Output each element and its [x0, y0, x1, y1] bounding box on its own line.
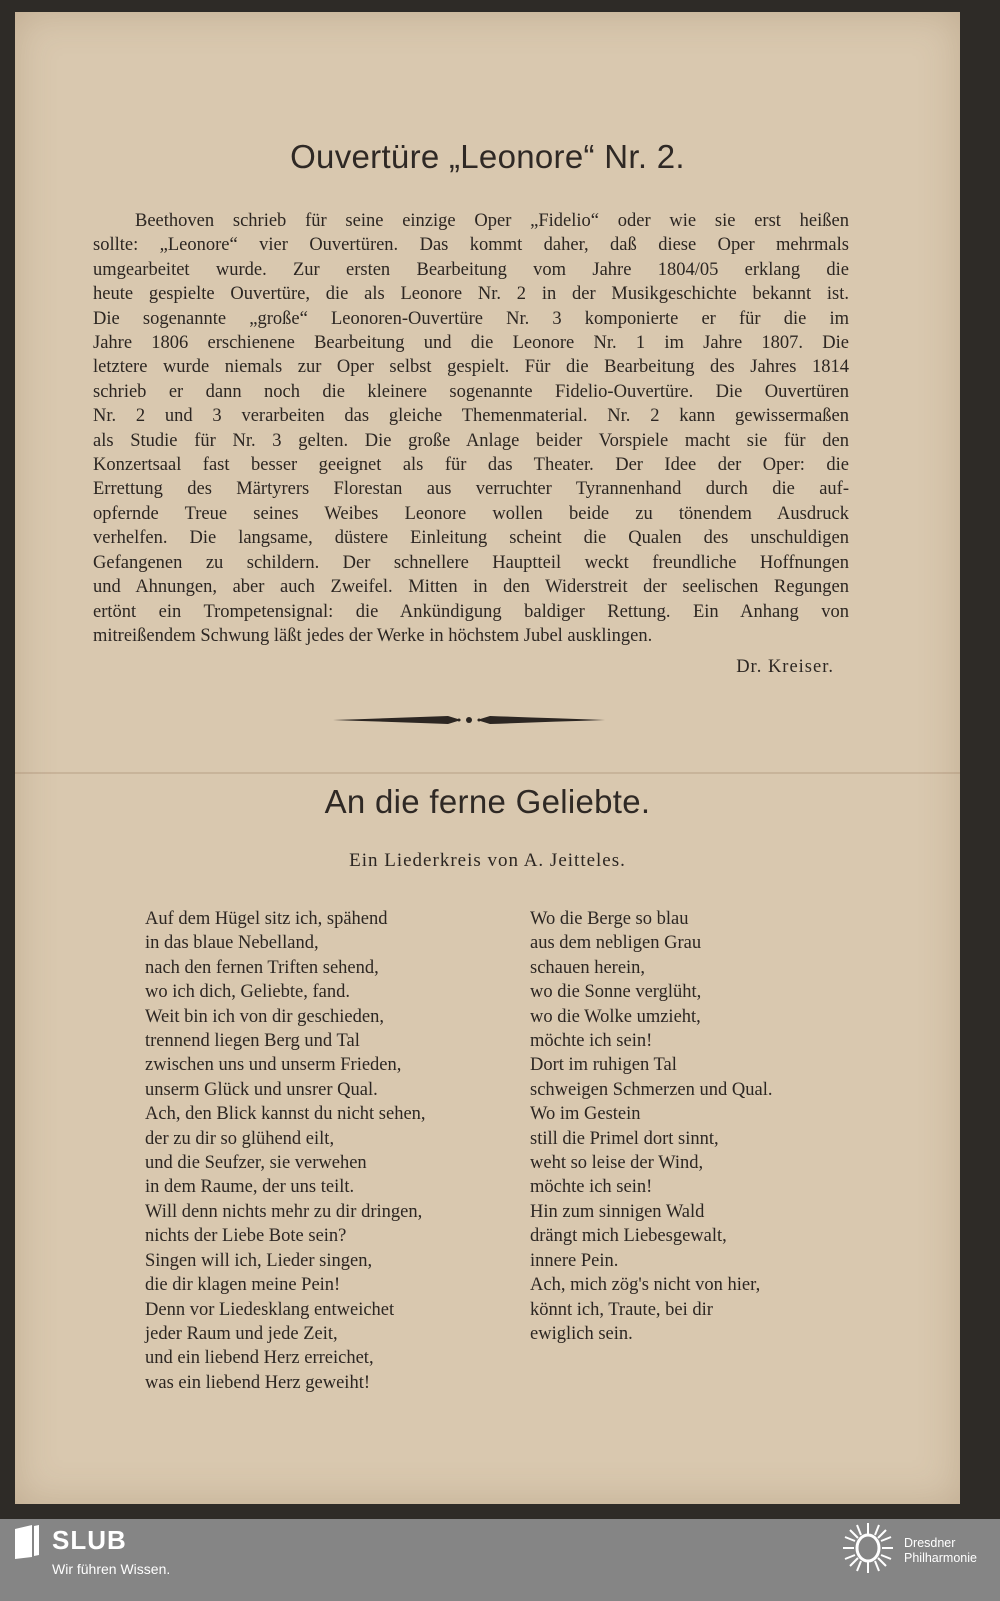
- text-line: ertönt ein Trompetensignal: die Ankündigung baldiger Rettung. Ein Anhang von: [93, 601, 849, 622]
- text-line: nach den fernen Triften sehend,: [145, 957, 379, 978]
- text-line: Nr. 2 und 3 verarbeiten das gleiche Themenmaterial. Nr. 2 kann gewissermaßen: [93, 406, 849, 427]
- text-line: Die sogenannte „große“ Leonoren-Ouvertüre Nr. 3 komponierte er für die im: [93, 308, 849, 329]
- song-subtitle: Ein Liederkreis von A. Jeitteles.: [349, 850, 626, 871]
- text-line: Hin zum sinnigen Wald: [530, 1201, 705, 1222]
- song-title: An die ferne Geliebte.: [324, 783, 651, 820]
- text-line: wo ich dich, Geliebte, fand.: [145, 982, 350, 1003]
- text-line: Ach, mich zög's nicht von hier,: [530, 1275, 761, 1296]
- poem-right-column: [530, 907, 772, 1346]
- overture-title: Ouvertüre „Leonore“ Nr. 2.: [290, 138, 685, 175]
- text-line: könnt ich, Traute, bei dir: [530, 1299, 713, 1320]
- text-line: sollte: „Leonore“ vier Ouvertüren. Das kommt daher, daß diese Oper mehrmals: [93, 235, 849, 256]
- text-line: Jahre 1806 erschienene Bearbeitung und die Leonore Nr. 1 im Jahre 1807. Die: [93, 333, 849, 354]
- text-line: Auf dem Hügel sitz ich, spähend: [145, 909, 388, 929]
- text-line: opfernde Treue seines Weibes Leonore wollen beide zu tönendem Ausdruck: [93, 503, 849, 524]
- text-line: ewiglich sein.: [530, 1323, 633, 1344]
- text-line: Singen will ich, Lieder singen,: [145, 1250, 373, 1271]
- text-line: zwischen uns und unserm Frieden,: [145, 1055, 402, 1076]
- text-line: mitreißendem Schwung läßt jedes der Werke in höchstem Jubel ausklingen.: [93, 625, 653, 646]
- text-line: letztere wurde niemals zur Oper selbst gespielt. Für die Bearbeitung des Jahres 1814: [93, 357, 849, 378]
- signature: Dr. Kreiser.: [736, 657, 834, 677]
- text-line: umgearbeitet wurde. Zur ersten Bearbeitung vom Jahre 1804/05 erklang die: [93, 259, 849, 280]
- text-line: Konzertsaal fast besser geeignet als für das Theater. Der Idee der Oper: die: [93, 455, 849, 476]
- slub-tagline: Wir führen Wissen.: [52, 1561, 171, 1577]
- slub-logo-text: SLUB: [52, 1525, 127, 1555]
- text-line: aus dem nebligen Grau: [530, 933, 702, 954]
- text-line: weht so leise der Wind,: [530, 1153, 704, 1174]
- text-line: Dort im ruhigen Tal: [530, 1055, 677, 1076]
- text-line: schauen herein,: [530, 957, 646, 978]
- text-line: Errettung des Märtyrers Florestan aus verruchter Tyrannenhand durch die auf-: [93, 479, 849, 500]
- text-line: Ach, den Blick kannst du nicht sehen,: [145, 1104, 426, 1125]
- text-line: Weit bin ich von dir geschieden,: [145, 1006, 384, 1027]
- partner-line2: Philharmonie: [904, 1551, 977, 1565]
- text-line: schrieb er dann noch die kleinere sogenannte Fidelio-Ouvertüre. Die Ouvertüren: [93, 381, 849, 402]
- footer-bar: [0, 1519, 1000, 1601]
- poem-left-column: [145, 907, 426, 1395]
- text-line: innere Pein.: [530, 1250, 619, 1271]
- text-line: Wo im Gestein: [530, 1104, 641, 1125]
- philharmonie-logo-text: [904, 1536, 977, 1566]
- text-line: in das blaue Nebelland,: [145, 933, 319, 954]
- text-line: wo die Sonne verglüht,: [530, 982, 702, 1003]
- text-line: nichts der Liebe Bote sein?: [145, 1226, 347, 1247]
- text-line: als Studie für Nr. 3 gelten. Die große Anlage beider Vorspiele macht sie für den: [93, 430, 849, 451]
- text-line: in dem Raume, der uns teilt.: [145, 1177, 355, 1198]
- text-line: still die Primel dort sinnt,: [530, 1128, 719, 1149]
- page-fold: [15, 772, 960, 774]
- document-page: [15, 12, 960, 1504]
- text-line: möchte ich sein!: [530, 1031, 653, 1052]
- text-line: wo die Wolke umzieht,: [530, 1006, 701, 1027]
- text-line: die dir klagen meine Pein!: [145, 1275, 341, 1296]
- text-line: verhelfen. Die langsame, düstere Einleitung scheint die Qualen des unschuldigen: [93, 528, 849, 549]
- text-line: trennend liegen Berg und Tal: [145, 1031, 360, 1052]
- partner-line1: Dresdner: [904, 1536, 956, 1550]
- ornament-divider: [333, 712, 605, 728]
- text-line: drängt mich Liebesgewalt,: [530, 1226, 727, 1247]
- text-line: Will denn nichts mehr zu dir dringen,: [145, 1201, 423, 1222]
- text-line: Gefangenen zu schildern. Der schnellere Hauptteil weckt freundliche Hoffnungen: [93, 552, 849, 573]
- text-line: und die Seufzer, sie verwehen: [145, 1153, 367, 1174]
- text-line: möchte ich sein!: [530, 1177, 653, 1198]
- text-line: schweigen Schmerzen und Qual.: [530, 1079, 773, 1100]
- text-line: was ein liebend Herz geweiht!: [145, 1372, 370, 1393]
- slub-logo-icon: [12, 1523, 42, 1561]
- text-line: Beethoven schrieb für seine einzige Oper „Fidelio“ oder wie sie erst heißen: [135, 211, 849, 231]
- text-line: und Ahnungen, aber auch Zweifel. Mitten in den Widerstreit der seelischen Regungen: [93, 577, 849, 598]
- text-line: und ein liebend Herz erreichet,: [145, 1348, 374, 1369]
- philharmonie-logo-icon: [842, 1522, 894, 1574]
- text-line: Wo die Berge so blau: [530, 909, 689, 929]
- text-line: jeder Raum und jede Zeit,: [145, 1323, 338, 1344]
- text-line: Denn vor Liedesklang entweichet: [145, 1299, 395, 1320]
- text-line: heute gespielte Ouvertüre, die als Leonore Nr. 2 in der Musikgeschichte bekannt ist.: [93, 284, 849, 305]
- overture-text: [93, 209, 849, 648]
- text-line: unserm Glück und unsrer Qual.: [145, 1079, 378, 1100]
- text-line: der zu dir so glühend eilt,: [145, 1128, 335, 1149]
